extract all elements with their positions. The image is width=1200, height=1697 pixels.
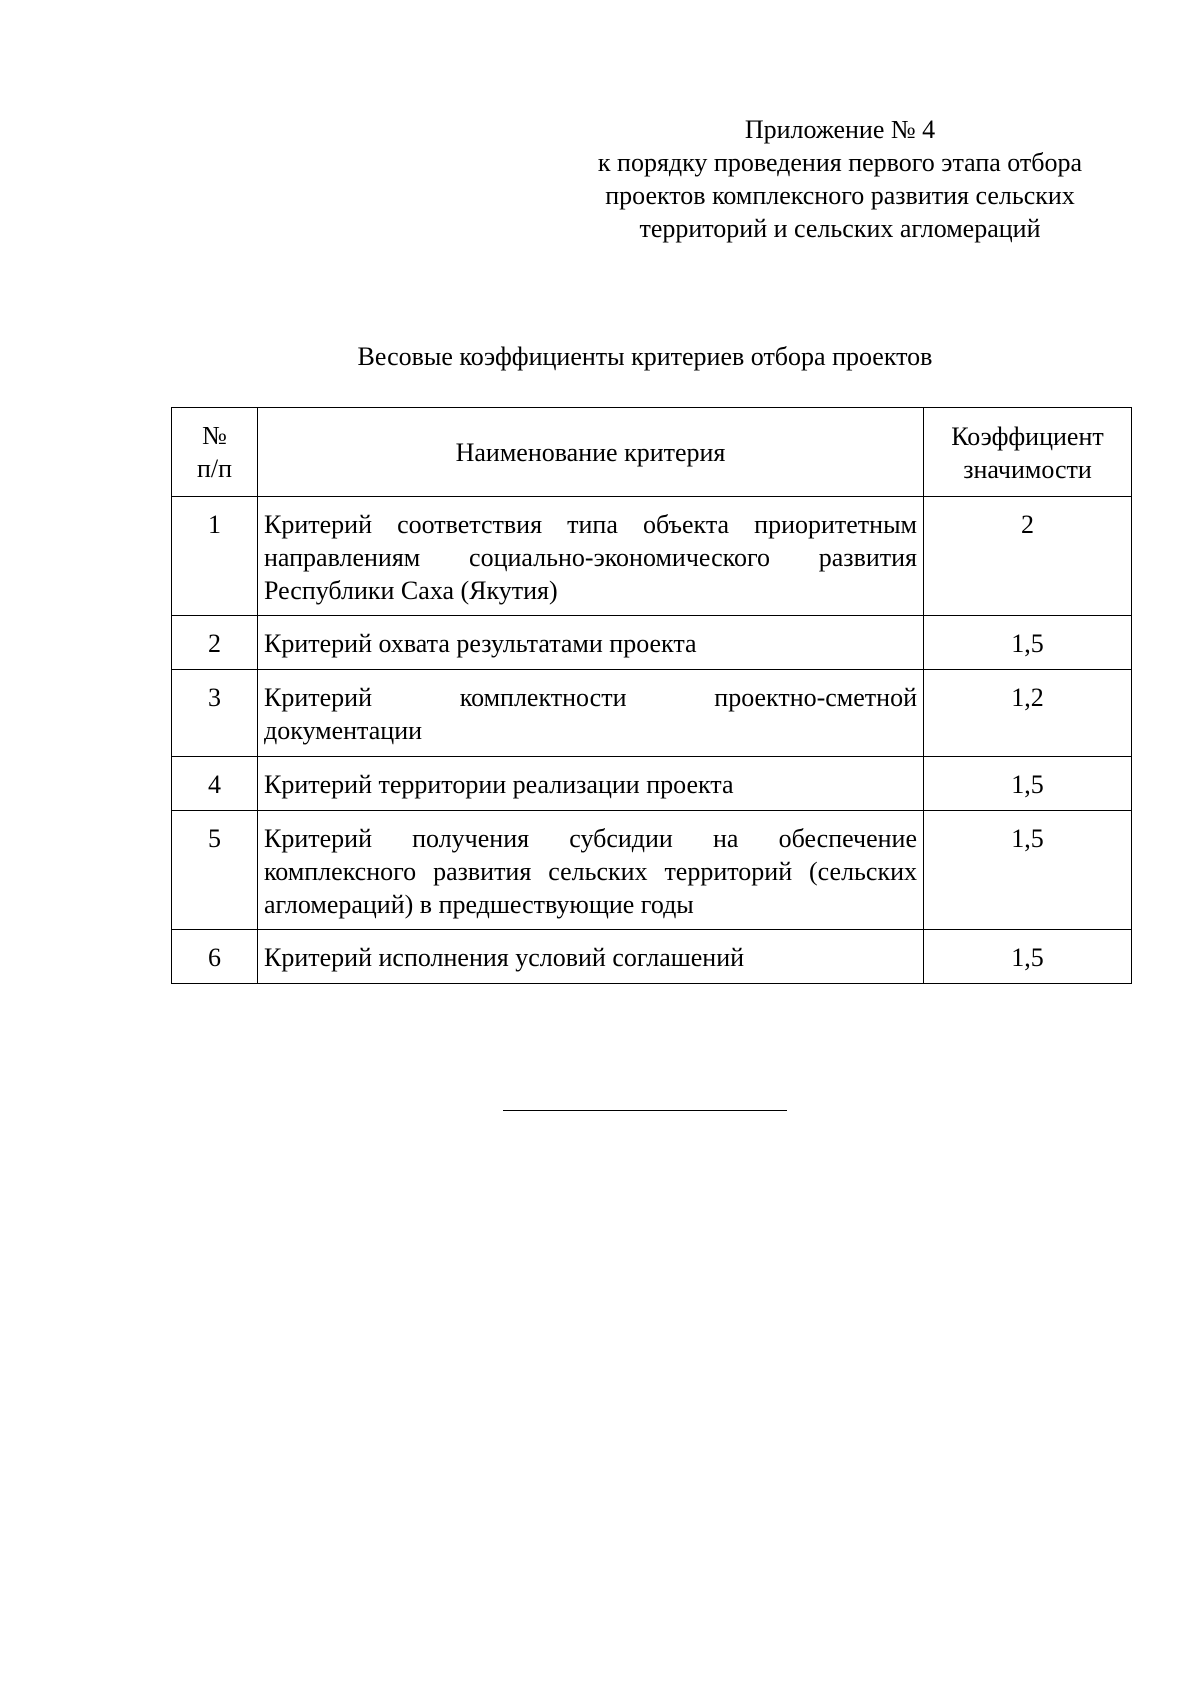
table-row <box>172 930 1132 984</box>
criterion-name: Критерий получения субсидии на обеспечение комплексного развития сельских территорий (сельских агломераций) в предшествующие годы <box>258 811 924 930</box>
criterion-name: Критерий охвата результатами проекта <box>258 616 924 670</box>
appendix-number: Приложение № 4 <box>744 115 936 144</box>
row-number: 6 <box>172 930 258 984</box>
coefficient-value: 1,5 <box>924 811 1132 930</box>
appendix-caption-line: территорий и сельских агломераций <box>639 214 1041 243</box>
criterion-name: Критерий исполнения условий соглашений <box>258 930 924 984</box>
row-number: 1 <box>172 497 258 616</box>
criteria-table <box>171 407 1132 984</box>
header-number <box>172 408 258 497</box>
appendix-header <box>570 113 1110 245</box>
header-number-symbol: № <box>202 421 227 450</box>
end-of-document-rule <box>503 1110 787 1111</box>
appendix-caption-line: к порядку проведения первого этапа отбора <box>597 148 1083 177</box>
criterion-name: Критерий соответствия типа объекта приоритетным направлениям социально-экономического развития Республики Саха (Якутия) <box>258 497 924 616</box>
header-criterion-name <box>258 408 924 497</box>
table-row <box>172 811 1132 930</box>
appendix-caption-line: проектов комплексного развития сельских <box>605 181 1075 210</box>
coefficient-value: 1,5 <box>924 616 1132 670</box>
table-row <box>172 670 1132 757</box>
row-number: 4 <box>172 757 258 811</box>
row-number: 3 <box>172 670 258 757</box>
coefficient-value: 1,2 <box>924 670 1132 757</box>
criterion-name: Критерий территории реализации проекта <box>258 757 924 811</box>
row-number: 2 <box>172 616 258 670</box>
header-number-abbrev: п/п <box>196 454 233 483</box>
header-criterion-name-text: Наименование критерия <box>455 437 726 467</box>
header-coefficient <box>924 408 1132 497</box>
header-coefficient-line1: Коэффициент <box>951 422 1104 451</box>
coefficient-value: 1,5 <box>924 930 1132 984</box>
table-row <box>172 616 1132 670</box>
header-coefficient-line2: значимости <box>963 455 1092 484</box>
document-title: Весовые коэффициенты критериев отбора проектов <box>357 342 933 371</box>
coefficient-value: 1,5 <box>924 757 1132 811</box>
row-number: 5 <box>172 811 258 930</box>
table-row <box>172 757 1132 811</box>
table-header-row <box>172 408 1132 497</box>
table-row <box>172 497 1132 616</box>
criterion-name: Критерий комплектности проектно-сметной документации <box>258 670 924 757</box>
coefficient-value: 2 <box>924 497 1132 616</box>
